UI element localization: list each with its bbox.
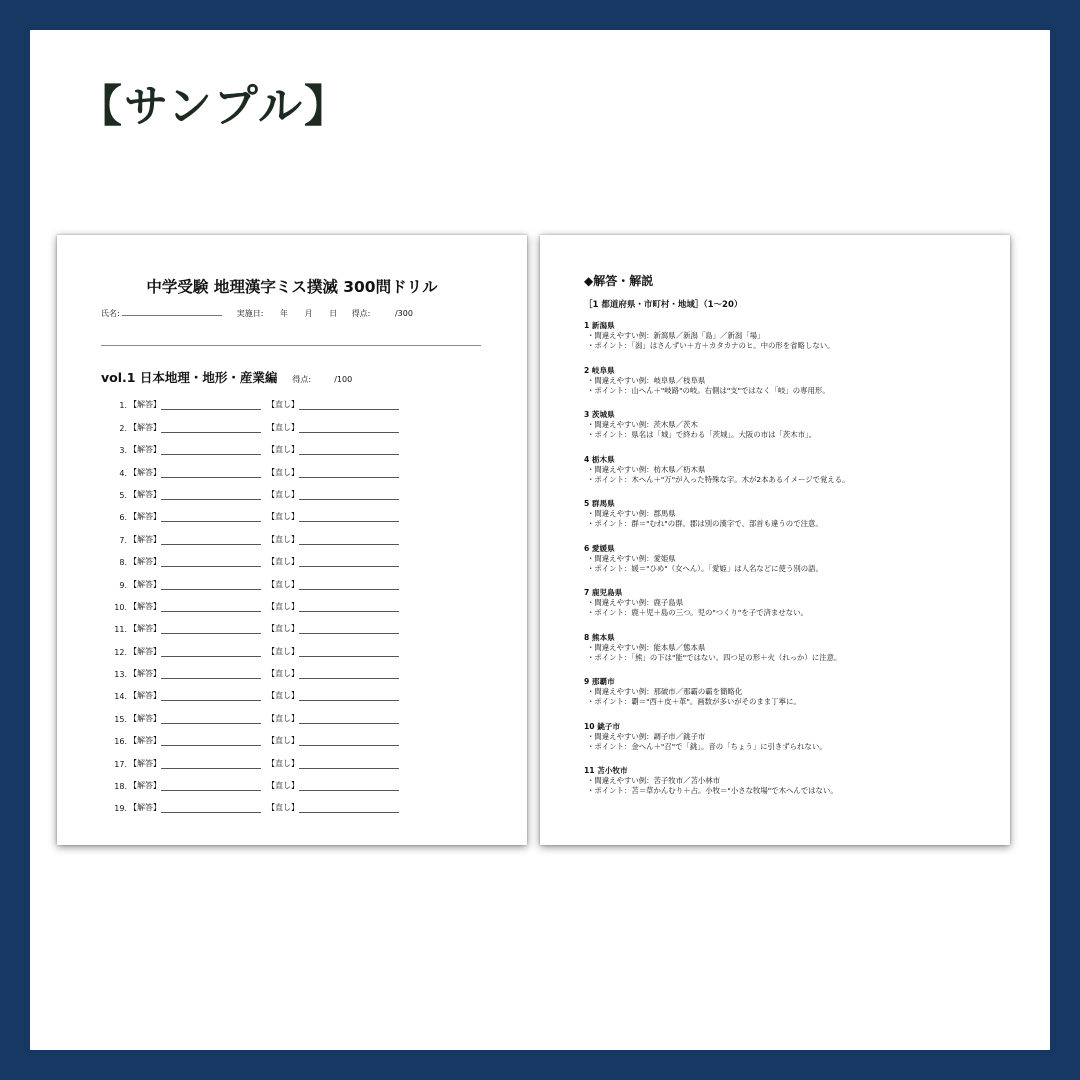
question-number: 16.: [114, 737, 127, 747]
correction-blank[interactable]: [299, 515, 399, 522]
question-number: 3.: [119, 446, 127, 456]
answer-blank[interactable]: [161, 762, 261, 769]
year-label: 年: [280, 309, 289, 318]
question-row: [107, 500, 399, 522]
question-number: 10.: [114, 602, 127, 612]
correction-blank[interactable]: [299, 762, 399, 769]
question-number: 7.: [119, 535, 127, 545]
answer-heading: 2 岐阜県: [584, 365, 615, 375]
question-row: [107, 657, 399, 679]
answer-blank[interactable]: [161, 672, 261, 679]
correction-label: 【直し】: [267, 803, 299, 813]
correction-label: 【直し】: [267, 624, 299, 634]
answer-item: [584, 766, 1000, 796]
answer-mistake: ・間違えやすい例：鹿子島県: [587, 598, 684, 607]
answer-heading: 4 栃木県: [584, 454, 615, 464]
question-row: [107, 410, 399, 432]
correction-blank[interactable]: [299, 784, 399, 791]
answer-label: 【解答】: [129, 781, 161, 791]
answer-point: ・ポイント：金へん＋"召"で「銚」。音の「ちょう」に引きずられない。: [587, 741, 827, 751]
answer-label: 【解答】: [129, 422, 161, 432]
correction-blank[interactable]: [299, 650, 399, 657]
answer-blank[interactable]: [161, 403, 261, 410]
answer-blank[interactable]: [161, 627, 261, 634]
question-row: [107, 567, 399, 589]
answer-blank[interactable]: [161, 784, 261, 791]
answer-label: 【解答】: [129, 803, 161, 813]
answer-mistake: ・間違えやすい例：岐阜県／枝阜県: [587, 375, 706, 385]
answer-item: [584, 544, 1000, 574]
month-label: 月: [304, 309, 313, 318]
answer-mistake: ・間違えやすい例：愛姫県: [587, 553, 676, 563]
correction-blank[interactable]: [299, 448, 399, 455]
correction-blank[interactable]: [299, 493, 399, 500]
answer-label: 【解答】: [129, 579, 161, 589]
answer-mistake: ・間違えやすい例：苦子牧市／苫小林市: [587, 776, 721, 785]
question-number: 13.: [114, 670, 127, 680]
name-blank: [122, 308, 222, 316]
correction-label: 【直し】: [267, 669, 299, 679]
correction-blank[interactable]: [299, 717, 399, 724]
correction-label: 【直し】: [267, 713, 299, 723]
answer-mistake: ・間違えやすい例：郡馬県: [587, 509, 676, 518]
answer-mistake: ・間違えやすい例：調子市／銚子市: [587, 731, 706, 741]
question-number: 14.: [114, 692, 127, 702]
question-row: [107, 478, 399, 500]
question-row: [107, 746, 399, 768]
correction-label: 【直し】: [267, 601, 299, 611]
correction-blank[interactable]: [299, 538, 399, 545]
answer-label: 【解答】: [129, 624, 161, 634]
sample-label: 【サンプル】: [78, 81, 351, 132]
answer-blank[interactable]: [161, 560, 261, 567]
answer-item: [584, 588, 1000, 618]
question-row: [107, 791, 399, 813]
question-number: 4.: [119, 468, 127, 478]
question-row: [107, 701, 399, 723]
correction-label: 【直し】: [267, 758, 299, 768]
answer-blank[interactable]: [161, 515, 261, 522]
answer-range: ［1 都道府県・市町村・地域］（1～20）: [584, 300, 743, 310]
answer-title: ◆解答・解説: [584, 274, 654, 288]
answer-label: 【解答】: [129, 691, 161, 701]
divider: [101, 345, 481, 346]
answer-label: 【解答】: [129, 601, 161, 611]
correction-label: 【直し】: [267, 489, 299, 499]
question-row: [107, 724, 399, 746]
answer-blank[interactable]: [161, 471, 261, 478]
answer-heading: 6 愛媛県: [584, 543, 615, 553]
question-row: [107, 634, 399, 656]
answer-mistake: ・間違えやすい例：能本県／態本県: [587, 642, 706, 652]
question-number: 8.: [119, 558, 127, 568]
question-page: [57, 235, 527, 845]
correction-blank[interactable]: [299, 627, 399, 634]
answer-point: ・ポイント：木へん＋"万"が入った特殊な字。木が2本あるイメージで覚える。: [587, 474, 850, 484]
sample-frame: [30, 30, 1050, 1050]
answer-point: ・ポイント：苫＝草かんむり＋占。小牧＝"小さな牧場"で木へんではない。: [587, 786, 838, 795]
answer-blank[interactable]: [161, 605, 261, 612]
meta-row: [101, 308, 413, 319]
answer-blank[interactable]: [161, 493, 261, 500]
answer-label: 【解答】: [129, 736, 161, 746]
question-row: [107, 522, 399, 544]
answer-point: ・ポイント：山へん＋"岐路"の岐。右側は"支"ではなく「岐」の専用形。: [587, 385, 830, 395]
question-number: 19.: [114, 804, 127, 814]
correction-blank[interactable]: [299, 426, 399, 433]
answer-label: 【解答】: [129, 534, 161, 544]
question-number: 15.: [114, 714, 127, 724]
answer-mistake: ・間違えやすい例：那破市／那霸の霸を簡略化: [587, 687, 743, 696]
answer-heading: 10 銚子市: [584, 721, 620, 731]
question-number: 6.: [119, 513, 127, 523]
question-number: 11.: [114, 625, 127, 635]
answer-point: ・ポイント：覇＝"西＋皮＋革"。画数が多いがそのまま丁寧に。: [587, 697, 801, 706]
correction-label: 【直し】: [267, 534, 299, 544]
answer-label: 【解答】: [129, 445, 161, 455]
correction-blank[interactable]: [299, 605, 399, 612]
correction-blank[interactable]: [299, 694, 399, 701]
answer-point: ・ポイント：「潟」はさんずい＋方＋カタカナのヒ。中の形を省略しない。: [587, 341, 835, 350]
correction-label: 【直し】: [267, 646, 299, 656]
answer-blank[interactable]: [161, 806, 261, 813]
answer-blank[interactable]: [161, 739, 261, 746]
answer-mistake: ・間違えやすい例：新瀉県／新潟「島」／新潟「場」: [587, 331, 765, 340]
correction-label: 【直し】: [267, 557, 299, 567]
question-row: [107, 388, 399, 410]
correction-label: 【直し】: [267, 579, 299, 589]
question-number: 12.: [114, 647, 127, 657]
vol-score-label: 得点:: [292, 375, 312, 384]
answer-heading: 1 新潟県: [584, 321, 615, 330]
vol-header: [101, 367, 352, 386]
answer-label: 【解答】: [129, 646, 161, 656]
day-label: 日: [329, 309, 338, 318]
correction-label: 【直し】: [267, 781, 299, 791]
correction-blank[interactable]: [299, 739, 399, 746]
answer-point: ・ポイント：群＝"むれ"の群。郡は別の漢字で、部首も違うので注意。: [587, 519, 823, 528]
answer-heading: 7 鹿児島県: [584, 588, 623, 597]
question-number: 1.: [119, 401, 127, 411]
answer-list: [584, 321, 1000, 811]
answer-label: 【解答】: [129, 400, 161, 410]
question-number: 2.: [119, 423, 127, 433]
answer-item: [584, 366, 1000, 396]
answer-page: [540, 235, 1010, 845]
answer-blank[interactable]: [161, 650, 261, 657]
drill-title: 中学受験 地理漢字ミス撲滅 300問ドリル: [146, 278, 438, 296]
answer-point: ・ポイント：鹿＋児＋島の三つ。児の"つくり"を子で済ませない。: [587, 608, 808, 617]
correction-label: 【直し】: [267, 422, 299, 432]
answer-label: 【解答】: [129, 713, 161, 723]
vol-title: vol.1 日本地理・地形・産業編: [101, 370, 278, 385]
answer-heading: 11 苫小牧市: [584, 766, 628, 775]
question-number: 17.: [114, 759, 127, 769]
correction-blank[interactable]: [299, 471, 399, 478]
correction-label: 【直し】: [267, 691, 299, 701]
correction-blank[interactable]: [299, 672, 399, 679]
question-row: [107, 679, 399, 701]
answer-point: ・ポイント：「熊」の下は"能"ではない。四つ足の形＋火（れっか）に注意。: [587, 652, 842, 662]
answer-blank[interactable]: [161, 538, 261, 545]
answer-item: [584, 633, 1000, 663]
answer-item: [584, 321, 1000, 351]
answer-label: 【解答】: [129, 557, 161, 567]
answer-point: ・ポイント：媛＝"ひめ"（女へん）。「愛姫」は人名などに使う別の語。: [587, 563, 823, 573]
answer-mistake: ・間違えやすい例：茨木県／茨木: [587, 420, 698, 429]
answer-item: [584, 722, 1000, 752]
score-total: /300: [394, 309, 413, 318]
question-number: 18.: [114, 782, 127, 792]
question-row: [107, 455, 399, 477]
answer-heading: 8 熊本県: [584, 632, 615, 642]
question-number: 9.: [119, 580, 127, 590]
answer-label: 【解答】: [129, 489, 161, 499]
answer-heading: 5 群馬県: [584, 499, 615, 508]
question-row: [107, 433, 399, 455]
question-number: 5.: [119, 490, 127, 500]
answer-heading: 3 茨城県: [584, 410, 615, 419]
correction-blank[interactable]: [299, 806, 399, 813]
question-row: [107, 590, 399, 612]
answer-item: [584, 677, 1000, 707]
correction-blank[interactable]: [299, 560, 399, 567]
correction-label: 【直し】: [267, 400, 299, 410]
answer-blank[interactable]: [161, 583, 261, 590]
answer-label: 【解答】: [129, 758, 161, 768]
correction-blank[interactable]: [299, 403, 399, 410]
answer-heading: 9 那覇市: [584, 677, 615, 686]
answer-item: [584, 455, 1000, 485]
correction-label: 【直し】: [267, 445, 299, 455]
answer-label: 【解答】: [129, 669, 161, 679]
answer-point: ・ポイント：県名は「城」で終わる「茨城」。大阪の市は「茨木市」。: [587, 430, 817, 439]
answer-label: 【解答】: [129, 467, 161, 477]
answer-item: [584, 499, 1000, 529]
question-row: [107, 545, 399, 567]
answer-blank[interactable]: [161, 426, 261, 433]
correction-label: 【直し】: [267, 467, 299, 477]
answer-item: [584, 410, 1000, 440]
name-label: 氏名:: [101, 309, 120, 318]
answer-blank[interactable]: [161, 694, 261, 701]
vol-score-total: /100: [334, 375, 353, 384]
answer-blank[interactable]: [161, 448, 261, 455]
score-label: 得点:: [351, 309, 371, 318]
question-row: [107, 769, 399, 791]
correction-label: 【直し】: [267, 512, 299, 522]
question-list: [107, 388, 399, 813]
date-label: 実施日:: [236, 309, 264, 318]
answer-blank[interactable]: [161, 717, 261, 724]
correction-label: 【直し】: [267, 736, 299, 746]
answer-mistake: ・間違えやすい例：枋木県／杤木県: [587, 464, 706, 474]
correction-blank[interactable]: [299, 583, 399, 590]
answer-label: 【解答】: [129, 512, 161, 522]
question-row: [107, 612, 399, 634]
